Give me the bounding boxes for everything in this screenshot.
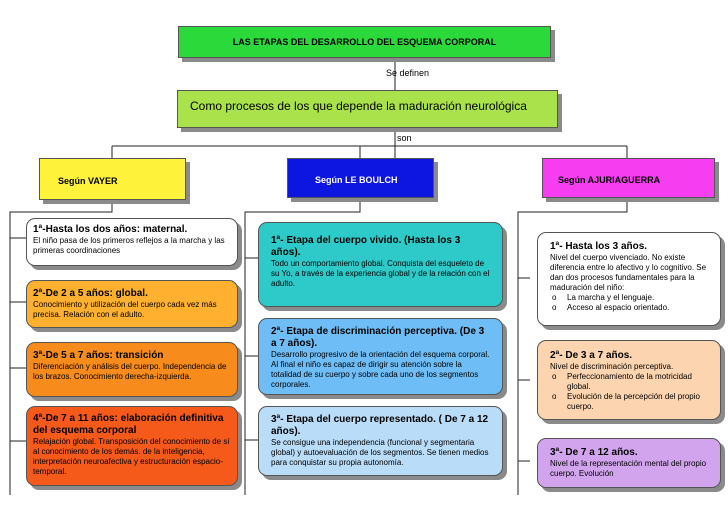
ajuriaguerra-stage-3-title: 3ª- De 7 a 12 años. [550,447,638,458]
ajuriaguerra-stage-1-title: 1ª- Hasta los 3 años. [550,241,648,252]
boulch-stage-1 [258,222,503,307]
boulch-stage-1-text: Todo un comportamiento global. Conquista del esqueleto de su Yo, a través de la experiencia global y de la relación con el adulto. [271,259,490,288]
vayer-stage-1 [26,218,238,266]
author-boulch-box [287,158,434,198]
author-vayer-label: Según VAYER [58,176,118,186]
list-item: o La marcha y el lenguaje. [550,293,712,303]
ajuriaguerra-stage-1-text: Nivel del cuerpo vivenciado. No existe diferencia entre lo afectivo y lo cognitivo. Se dan dos procesos fundamentales para la maduración del niño: [550,253,707,292]
vayer-stage-4-text: Relajación global. Transposición del conocimiento de sí al conocimiento de los demás. de la inteligencia, interpretación neuroafectiva y estructuración espacio-temporal. [33,437,230,476]
vayer-stage-1-text: El niño pasa de los primeros reflejos a la marcha y las primeras coordinaciones [33,236,225,255]
definition-text: Como procesos de los que depende la maduración neurológica [190,99,527,113]
vayer-stage-2 [26,280,238,328]
boulch-stage-2-title: 2ª- Etapa de discriminación perceptiva. (De 3 a 7 años). [271,326,485,349]
vayer-stage-3-text: Diferenciación y análisis del cuerpo. Independencia de los brazos. Conocimiento derecha-izquierda. [33,362,227,381]
diagram-title: LAS ETAPAS DEL DESARROLLO DEL ESQUEMA CORPORAL [232,37,497,47]
ajuriaguerra-stage-3-text: Nivel de la representación mental del propio cuerpo. Evolución [550,459,707,478]
author-ajuriaguerra-label: Según AJURIAGUERRA [558,175,661,185]
ajuriaguerra-stage-2-text: Nivel de discriminación perceptiva. [550,362,674,371]
vayer-stage-2-text: Conocimiento y utilización del cuerpo cada vez más precisa. Relación con el adulto. [33,300,217,319]
title-box [178,26,551,58]
boulch-stage-2-text: Desarrollo progresivo de la orientación del esquema corporal. Al final el niño es capaz de dirigir su atención sobre la totalidad de su cuerpo y sobre cada uno de los segmentos corporales. [271,350,490,389]
vayer-stage-2-title: 2ª-De 2 a 5 años: global. [33,288,148,299]
vayer-stage-4-title: 4ª-De 7 a 11 años: elaboración definitiva del esquema corporal [33,413,224,436]
vayer-stage-3 [26,342,238,397]
vayer-stage-1-title: 1ª-Hasta los dos años: maternal. [33,224,188,235]
list-item: o Perfeccionamiento de la motricidad global. [550,372,712,392]
boulch-stage-3 [258,406,503,476]
ajuriaguerra-stage-3 [537,438,721,488]
ajuriaguerra-stage-2 [537,340,721,420]
ajuriaguerra-stage-1 [537,232,721,326]
connector-label-se-definen: Se definen [386,68,430,78]
boulch-stage-2 [258,318,503,395]
definition-box [177,90,558,128]
vayer-stage-4 [26,406,238,486]
boulch-stage-1-title: 1ª- Etapa del cuerpo vivido. (Hasta los 3 años). [271,235,461,258]
vayer-stage-3-title: 3ª-De 5 a 7 años: transición [33,350,164,361]
author-ajuriaguerra-box [542,158,715,198]
boulch-stage-3-text: Se consigue una independencia (funcional y segmentaria global) y autoevaluación de los segmentos. Se tienen medios para conquistar su propia autonomía. [271,438,489,467]
author-boulch-label: Según LE BOULCH [315,175,398,185]
author-vayer-box [39,158,186,200]
list-item: o Evolución de la percepción del propio cuerpo. [550,392,712,412]
list-item: o Acceso al espacio orientado. [550,303,712,313]
connector-label-son: son [397,133,412,143]
boulch-stage-3-title: 3ª- Etapa del cuerpo representado. ( De 7 a 12 años). [271,414,489,437]
ajuriaguerra-stage-1-list [550,293,712,313]
ajuriaguerra-stage-2-list [550,372,712,412]
ajuriaguerra-stage-2-title: 2ª- De 3 a 7 años. [550,350,633,361]
